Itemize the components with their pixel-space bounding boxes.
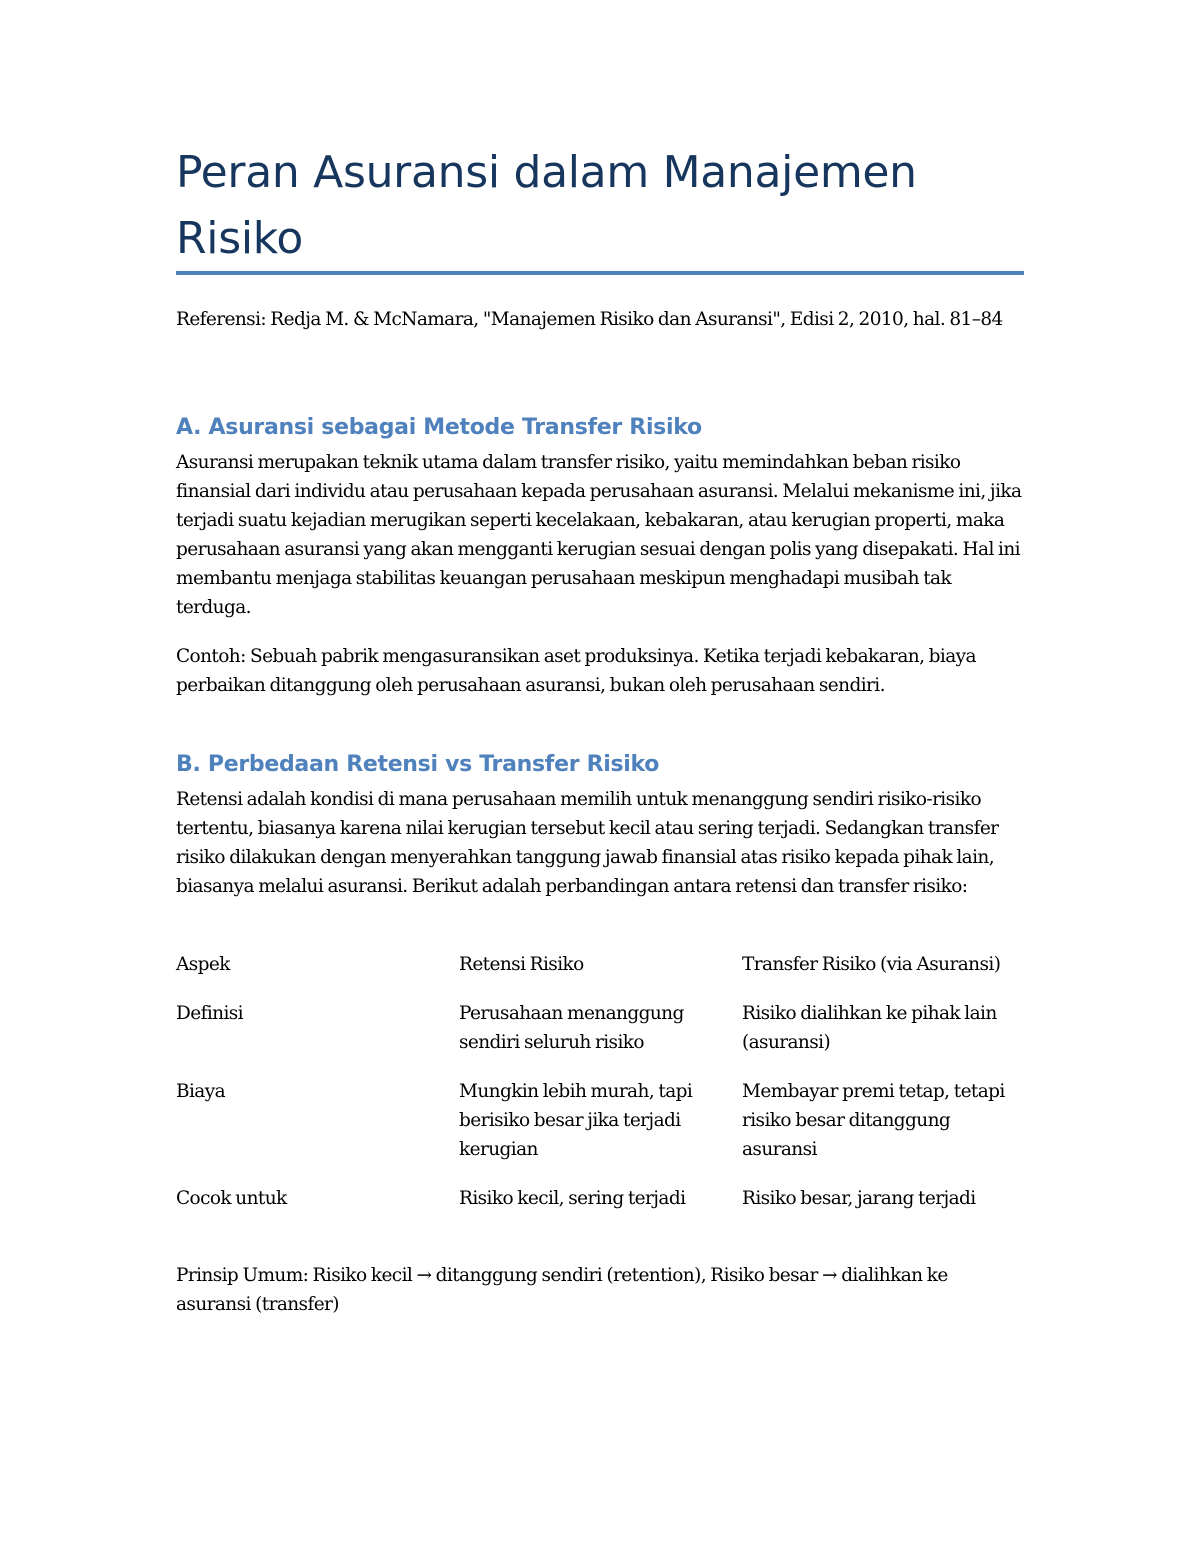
table-row bbox=[176, 999, 1024, 1057]
general-principle: Prinsip Umum: Risiko kecil → ditanggung sendiri (retention), Risiko besar → dialihkan ke asuransi (transfer) bbox=[176, 1265, 948, 1315]
table-header-row bbox=[176, 950, 1024, 979]
table-row bbox=[176, 1077, 1024, 1164]
table-header-cell: Transfer Risiko (via Asuransi) bbox=[742, 954, 1001, 975]
section-a-example: Contoh: Sebuah pabrik mengasuransikan aset produksinya. Ketika terjadi kebakaran, biaya perbaikan ditanggung oleh perusahaan asuransi, bukan oleh perusahaan sendiri. bbox=[176, 646, 976, 696]
section-b-paragraph: Retensi adalah kondisi di mana perusahaan memilih untuk menanggung sendiri risiko-risiko tertentu, biasanya karena nilai kerugian tersebut kecil atau sering terjadi. Sedangkan transfer risiko dilakukan dengan menyerahkan tanggung jawab finansial atas risiko kepada pihak lain, biasanya melalui asuransi. Berikut adalah perbandingan antara retensi dan transfer risiko: bbox=[176, 789, 999, 897]
document-title: Peran Asuransi dalam Manajemen Risiko bbox=[176, 147, 917, 264]
section-a-heading: A. Asuransi sebagai Metode Transfer Risiko bbox=[176, 415, 702, 440]
table-cell: Cocok untuk bbox=[176, 1188, 287, 1209]
table-cell: Biaya bbox=[176, 1081, 226, 1102]
table-cell: Mungkin lebih murah, tapi berisiko besar jika terjadi kerugian bbox=[459, 1081, 693, 1160]
table-cell: Risiko kecil, sering terjadi bbox=[459, 1188, 686, 1209]
title-underline-rule bbox=[176, 271, 1024, 275]
section-b-heading: B. Perbedaan Retensi vs Transfer Risiko bbox=[176, 752, 660, 777]
table-cell: Membayar premi tetap, tetapi risiko besar ditanggung asuransi bbox=[742, 1081, 1005, 1160]
comparison-table bbox=[176, 950, 1024, 1233]
table-header-cell: Aspek bbox=[176, 954, 230, 975]
section-a-paragraph: Asuransi merupakan teknik utama dalam transfer risiko, yaitu memindahkan beban risiko finansial dari individu atau perusahaan kepada perusahaan asuransi. Melalui mekanisme ini, jika terjadi suatu kejadian merugikan seperti kecelakaan, kebakaran, atau kerugian properti, maka perusahaan asuransi yang akan mengganti kerugian sesuai dengan polis yang disepakati. Hal ini membantu menjaga stabilitas keuangan perusahaan meskipun menghadapi musibah tak terduga. bbox=[176, 452, 1022, 618]
table-header-cell: Retensi Risiko bbox=[459, 954, 584, 975]
reference-line: Referensi: Redja M. & McNamara, "Manajemen Risiko dan Asuransi", Edisi 2, 2010, hal. 81–84 bbox=[176, 309, 1003, 330]
table-cell: Risiko dialihkan ke pihak lain (asuransi) bbox=[742, 1003, 997, 1053]
table-cell: Risiko besar, jarang terjadi bbox=[742, 1188, 976, 1209]
table-row bbox=[176, 1184, 1024, 1213]
table-cell: Perusahaan menanggung sendiri seluruh risiko bbox=[459, 1003, 684, 1053]
table-cell: Definisi bbox=[176, 1003, 243, 1024]
